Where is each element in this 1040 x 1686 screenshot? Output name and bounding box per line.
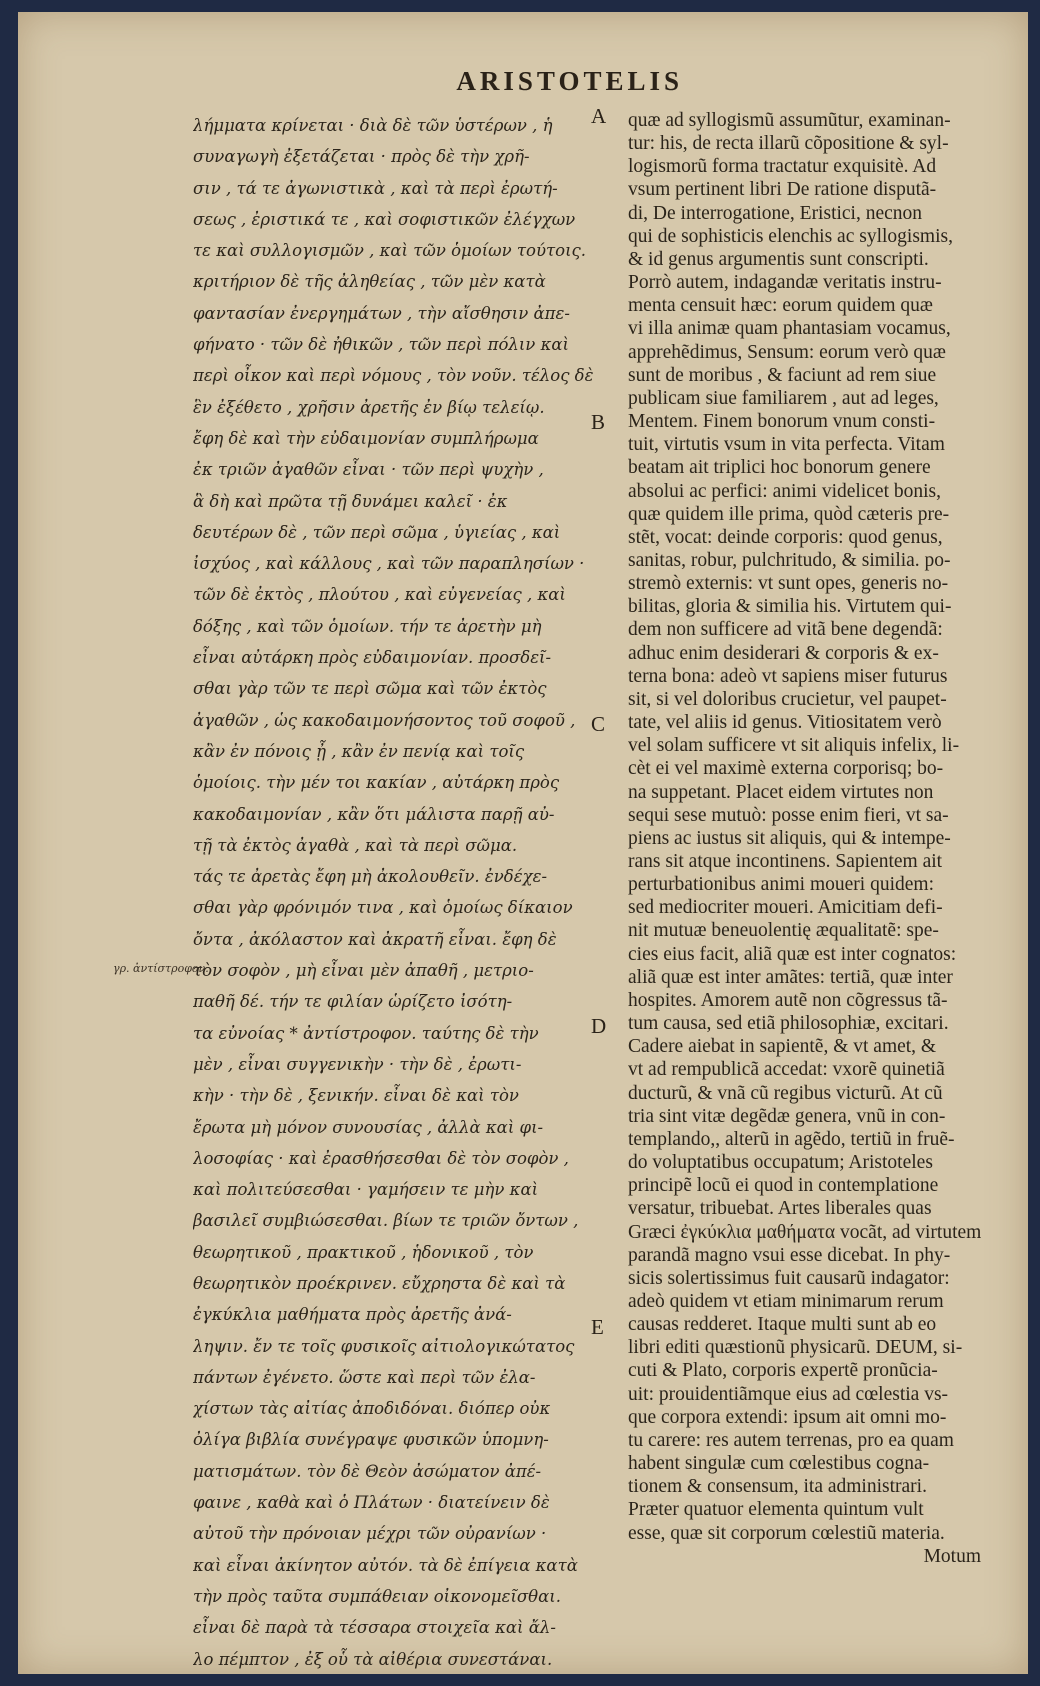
latin-text-line: beatam ait triplici hoc bonorum genere (628, 457, 931, 479)
greek-text-line: χίστων τὰς αἰτίας ἀποδιδόναι. διόπερ οὐκ (193, 1399, 551, 1419)
latin-text-line: esse, quæ sit corporum cœlestiũ materia. (628, 1522, 945, 1544)
greek-text-line: τῶν δὲ ἐκτὸς , πλούτου , καὶ εὐγενείας , καὶ (193, 585, 566, 605)
latin-text-line: quæ ad syllogismũ assumũtur, examinan- (628, 110, 951, 131)
latin-text-line: tate, vel aliis id genus. Vitiositatem verò (628, 712, 942, 734)
latin-text-line: nit mutuæ beneuolentię æqualitatẽ: spe- (628, 920, 939, 942)
greek-text-line: ὄντα , ἀκόλαστον καὶ ἀκρατῆ εἶναι. ἔφη δὲ (193, 929, 557, 949)
latin-text-line: adhuc enim desiderari & corporis & ex- (628, 642, 939, 664)
greek-text-line: τάς τε ἀρετὰς ἔφη μὴ ἀκολουθεῖν. ἐνδέχε- (193, 867, 548, 887)
greek-text-line: λήμματα κρίνεται · διὰ δὲ τῶν ὑστέρων , ἡ (193, 116, 553, 135)
latin-text-line: & id genus argumentis sunt conscripti. (628, 248, 929, 270)
latin-text-line: cies eius facit, aliã quæ est inter cognatos: (628, 943, 957, 965)
greek-text-line: τὸν σοφὸν , μὴ εἶναι μὲν ἀπαθῆ , μετριο- (193, 961, 534, 981)
latin-text-line: menta censuit hæc: eorum quidem quæ (628, 295, 933, 317)
latin-text-line: perturbationibus animi moueri quidem: (628, 874, 934, 896)
latin-text-line: piens ac iustus sit aliquis, qui & intempe- (628, 827, 951, 849)
latin-text-line: Motum (923, 1545, 981, 1567)
latin-text-line: causas redderet. Itaque multi sunt ab eo (628, 1314, 937, 1336)
latin-text-line: terna bona: adeò vt sapiens miser futurus (628, 665, 948, 687)
greek-text-line: περὶ οἶκον καὶ περὶ νόμους , τὸν νοῦν. τέλος δὲ (193, 366, 594, 386)
latin-text-line: publicam siue familiarem , aut ad leges, (628, 387, 939, 409)
book-page (18, 12, 1028, 1674)
margin-letter-d: D (591, 1014, 607, 1038)
latin-text-line: habent singulæ cum cœlestibus cogna- (628, 1453, 930, 1475)
greek-text-line: κριτήριον δὲ τῆς ἀληθείας , τῶν μὲν κατὰ (193, 272, 546, 292)
latin-text-line: tria sint vitæ degẽdæ genera, vnũ in con- (628, 1105, 946, 1127)
latin-text-line: stremò externis: vt sunt opes, generis no- (628, 573, 949, 595)
page-header: ARISTOTELIS (456, 66, 683, 96)
latin-text-line: que corpora extendi: ipsum ait omni mo- (628, 1406, 947, 1428)
latin-text-line: sequi sese mutuò: posse enim fieri, vt sa- (628, 804, 949, 826)
greek-text-line: ἰσχύος , καὶ κάλλους , καὶ τῶν παραπλησίων · (193, 554, 585, 574)
latin-text-line: vsum pertinent libri De ratione disputã- (628, 179, 937, 201)
latin-text-line: sanitas, robur, pulchritudo, & similia. po- (628, 549, 951, 571)
latin-text-line: Græci ἐγκύκλια μαθήματα vocãt, ad virtutem (628, 1221, 982, 1243)
greek-text-line: κἂν ἐν πόνοις ᾖ , κἂν ἐν πενίᾳ καὶ τοῖς (193, 741, 525, 761)
greek-text-line: τα εὐνοίας * ἀντίστροφον. ταύτης δὲ τὴν (193, 1023, 539, 1043)
greek-text-line: φήνατο · τῶν δὲ ἠθικῶν , τῶν περὶ πόλιν καὶ (193, 335, 570, 355)
greek-text-line: βασιλεῖ συμβιώσεσθαι. βίων τε τριῶν ὄντων , (193, 1211, 579, 1231)
greek-text-line: ἓν ἐξέθετο , χρῆσιν ἀρετῆς ἐν βίῳ τελείῳ. (193, 397, 545, 417)
latin-text-line: na suppetant. Placet eidem virtutes non (628, 781, 934, 803)
greek-text-line: ἐκ τριῶν ἀγαθῶν εἶναι · τῶν περὶ ψυχὴν , (193, 460, 544, 480)
latin-column (628, 109, 983, 1568)
latin-text-line: rans sit atque incontinens. Sapientem ait (628, 851, 943, 872)
margin-letter-b: B (591, 410, 606, 434)
latin-text-line: tum causa, sed etiã philosophiæ, excitari. (628, 1013, 949, 1035)
greek-text-line: σιν , τά τε ἀγωνιστικὰ , καὶ τὰ περὶ ἐρωτή- (193, 178, 558, 198)
greek-text-line: κακοδαιμονίαν , κἂν ὅτι μάλιστα παρῇ αὐ- (193, 804, 555, 824)
latin-text-line: principẽ locũ ei quod in contemplatione (628, 1175, 939, 1197)
latin-text-line: cuti & Plato, corporis expertẽ pronũcia- (628, 1360, 938, 1382)
greek-text-line: ἃ δὴ καὶ πρῶτα τῇ δυνάμει καλεῖ · ἐκ (193, 491, 508, 511)
greek-text-line: κὴν · τὴν δὲ , ξενικήν. εἶναι δὲ καὶ τὸν (193, 1086, 519, 1106)
greek-text-line: τῇ τὰ ἐκτὸς ἀγαθὰ , καὶ τὰ περὶ σῶμα. (193, 835, 518, 855)
latin-text-line: hospites. Amorem autẽ non cõgressus tã- (628, 989, 948, 1011)
latin-text-line: aliã quæ est inter amãtes: tertiã, quæ inter (628, 966, 953, 988)
latin-text-line: uit: prouidentiãmque eius ad cœlestia vs- (628, 1383, 949, 1405)
latin-text-line: versatur, tribuebat. Artes liberales quas (628, 1198, 932, 1220)
latin-text-line: tionem & consensum, ita administrari. (628, 1476, 927, 1498)
latin-text-line: apprehẽdimus, Sensum: eorum verò quæ (628, 341, 946, 363)
greek-text-line: αὐτοῦ τὴν πρόνοιαν μέχρι τῶν οὐρανίων · (193, 1524, 547, 1544)
latin-text-line: sed mediocriter moueri. Amicitiam defi- (628, 897, 943, 919)
greek-text-line: τὴν πρὸς ταῦτα συμπάθειαν οἰκονομεῖσθαι. (193, 1586, 561, 1606)
greek-text-line: εἶναι δὲ παρὰ τὰ τέσσαρα στοιχεῖα καὶ ἄλ- (193, 1618, 556, 1638)
latin-text-line: logismorũ forma tractatur exquisitè. Ad (628, 156, 937, 178)
latin-text-line: Porrò autem, indagandæ veritatis instru- (628, 272, 942, 294)
margin-letter-a: A (591, 104, 607, 128)
latin-text-line: sunt de moribus , & faciunt ad rem siue (628, 364, 937, 386)
latin-text-line: Mentem. Finem bonorum vnum consti- (628, 411, 936, 433)
latin-text-line: sit, si vel doloribus crucietur, vel paupet- (628, 688, 947, 710)
greek-text-line: σεως , ἐριστικά τε , καὶ σοφιστικῶν ἐλέγχων (193, 209, 576, 229)
greek-text-line: ληψιν. ἔν τε τοῖς φυσικοῖς αἰτιολογικώτατος (193, 1336, 575, 1356)
greek-text-line: δόξης , καὶ τῶν ὁμοίων. τήν τε ἀρετὴν μὴ (193, 616, 542, 636)
greek-text-line: ὁμοίοις. τὴν μέν τοι κακίαν , αὐτάρκη πρὸς (193, 773, 560, 793)
greek-text-line: μὲν , εἶναι συγγενικὴν · τὴν δὲ , ἐρωτι- (193, 1054, 522, 1074)
margin-note: γρ. ἀντίστροφον. (113, 962, 209, 975)
latin-text-line: templando,, alterũ in agẽdo, tertiũ in fruẽ- (628, 1128, 955, 1150)
latin-text-line: qui de sophisticis elenchis ac syllogismis, (628, 225, 953, 247)
greek-text-line: λοσοφίας · καὶ ἐρασθήσεσθαι δὲ τὸν σοφὸν , (193, 1148, 569, 1168)
greek-text-line: θεωρητικοῦ , πρακτικοῦ , ἡδονικοῦ , τὸν (193, 1242, 534, 1262)
greek-text-line: τε καὶ συλλογισμῶν , καὶ τῶν ὁμοίων τούτοις. (193, 241, 587, 261)
latin-text-line: vel solam sufficere vt sit aliquis infelix, li- (628, 735, 960, 757)
greek-text-line: παθῆ δέ. τήν τε φιλίαν ὡρίζετο ἰσότη- (193, 992, 513, 1012)
latin-text-line: parandã magno vsui esse dicebat. In phy- (628, 1244, 951, 1266)
latin-text-line: ducturũ, & vnã cũ regibus victurũ. At cũ (628, 1082, 943, 1104)
greek-text-line: συναγωγὴ ἐξετάζεται · πρὸς δὲ τὴν χρῆ- (193, 147, 530, 167)
greek-text-line: ἔφη δὲ καὶ τὴν εὐδαιμονίαν συμπλήρωμα (193, 428, 539, 448)
greek-text-line: ἐγκύκλια μαθήματα πρὸς ἀρετῆς ἀνά- (193, 1305, 512, 1325)
latin-text-line: do voluptatibus occupatum; Aristoteles (628, 1152, 933, 1174)
greek-text-line: πάντων ἐγένετο. ὥστε καὶ περὶ τῶν ἐλα- (193, 1367, 536, 1387)
latin-text-line: tuit, virtutis vsum in vita perfecta. Vitam (628, 434, 945, 456)
greek-text-line: σθαι γὰρ φρόνιμόν τινα , καὶ ὁμοίως δίκαιον (193, 898, 573, 918)
latin-text-line: quæ quidem ille prima, quòd cæteris pre- (628, 503, 950, 525)
latin-text-line: libri editi quæstionũ physicarũ. DEUM, si- (628, 1337, 963, 1359)
latin-text-line: dem non sufficere ad vitã bene degendã: (628, 619, 943, 641)
latin-text-line: tur: his, de recta illarũ cõpositione & syl- (628, 133, 949, 155)
greek-text-line: φαινε , καθὰ καὶ ὁ Πλάτων · διατείνειν δὲ (193, 1493, 550, 1513)
greek-column (193, 110, 606, 1675)
greek-text-line: σθαι γὰρ τῶν τε περὶ σῶμα καὶ τῶν ἐκτὸς (193, 679, 547, 699)
greek-text-line: καὶ πολιτεύσεσθαι · γαμήσειν τε μὴν καὶ (193, 1180, 539, 1200)
latin-text-line: di, De interrogatione, Eristici, necnon (628, 202, 923, 224)
greek-text-line: λο πέμπτον , ἐξ οὗ τὰ αἰθέρια συνεστάναι. (193, 1649, 553, 1669)
latin-text-line: vt ad rempublicã accedat: vxorẽ quinetiã (628, 1059, 945, 1081)
latin-text-line: cèt ei vel maximè externa corporisq; bo- (628, 758, 944, 780)
latin-text-line: absolui ac perfici: animi videlicet bonis, (628, 480, 941, 502)
margin-letter-e: E (591, 1315, 604, 1339)
greek-text-line: φαντασίαν ἐνεργημάτων , τὴν αἴσθησιν ἀπε- (193, 303, 570, 323)
greek-text-line: ἔρωτα μὴ μόνον συνουσίας , ἀλλὰ καὶ φι- (193, 1117, 544, 1137)
margin-letter-c: C (591, 712, 606, 736)
greek-text-line: εἶναι αὐτάρκη πρὸς εὐδαιμονίαν. προσδεῖ- (193, 648, 552, 668)
greek-text-line: ἀγαθῶν , ὡς κακοδαιμονήσοντος τοῦ σοφοῦ , (193, 710, 576, 730)
latin-text-line: Cadere aiebat in sapientẽ, & vt amet, & (628, 1036, 937, 1058)
latin-text-line: vi illa animæ quam phantasiam vocamus, (628, 318, 951, 340)
latin-text-line: stẽt, vocat: deinde corporis: quod genus, (628, 526, 943, 548)
greek-text-line: θεωρητικὸν προέκρινεν. εὔχρηστα δὲ καὶ τὰ (193, 1273, 566, 1293)
greek-text-line: δευτέρων δὲ , τῶν περὶ σῶμα , ὑγιείας , καὶ (193, 522, 561, 542)
latin-text-line: adeò quidem vt etiam minimarum rerum (628, 1290, 944, 1312)
latin-text-line: bilitas, gloria & similia his. Virtutem qui- (628, 596, 952, 618)
greek-text-line: καὶ εἶναι ἀκίνητον αὐτόν. τὰ δὲ ἐπίγεια κατὰ (193, 1555, 578, 1575)
latin-text-line: sicis solertissimus fuit causarũ indagator: (628, 1267, 950, 1289)
latin-text-line: Præter quatuor elementa quintum vult (628, 1499, 924, 1521)
greek-text-line: ματισμάτων. τὸν δὲ Θεὸν ἀσώματον ἀπέ- (193, 1461, 542, 1481)
latin-text-line: tu carere: res autem terrenas, pro ea quam (628, 1429, 954, 1451)
greek-text-line: ὀλίγα βιβλία συνέγραψε φυσικῶν ὑπομνη- (193, 1430, 549, 1450)
